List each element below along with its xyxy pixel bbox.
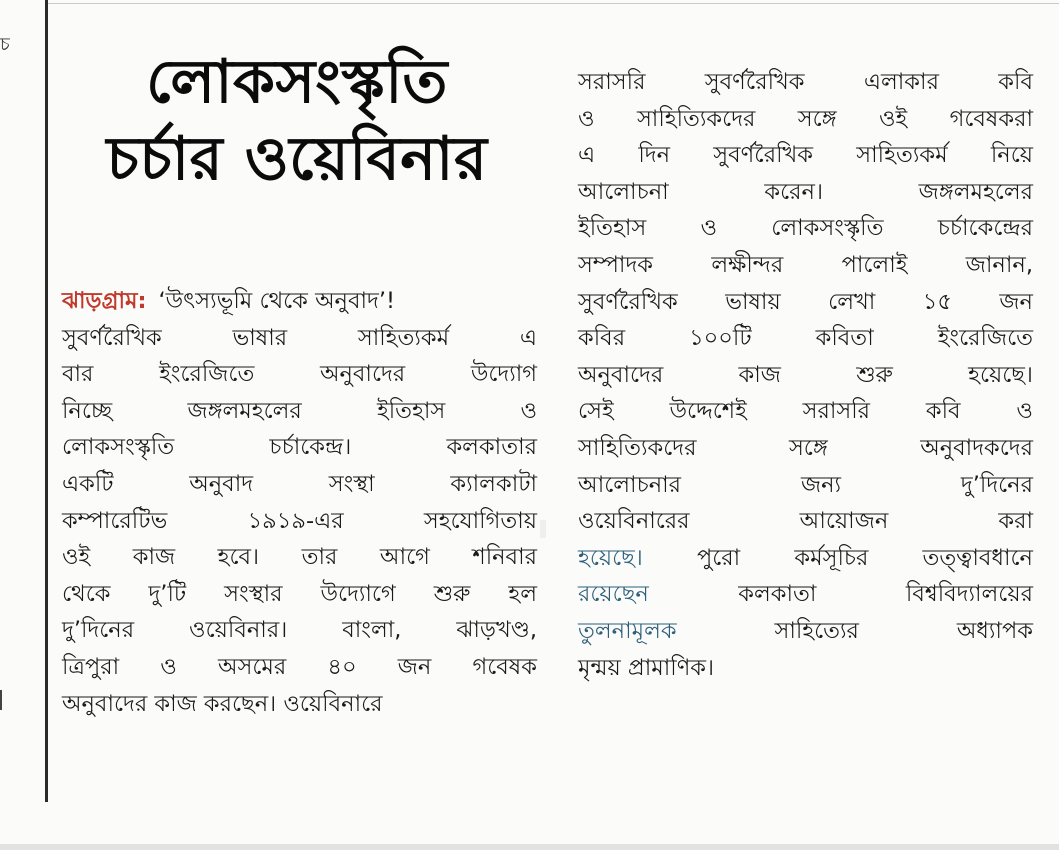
- word: সুবর্ণরৈখিক: [578, 288, 678, 315]
- text-line: [578, 650, 1033, 687]
- word: ও: [700, 215, 718, 242]
- word: অনুবাদের: [578, 361, 664, 388]
- word: মৃন্ময় প্রামাণিক।: [578, 654, 715, 681]
- text-line: [62, 539, 537, 576]
- word: দু’টি: [148, 580, 187, 607]
- word: শুরু: [856, 361, 893, 388]
- word: উদ্যোগে: [320, 580, 396, 607]
- text-line: [62, 466, 537, 503]
- word: আয়োজন: [799, 508, 889, 535]
- word: লোকসংস্কৃতি: [62, 434, 175, 461]
- word: ওয়েবিনার।: [189, 617, 288, 644]
- margin-tick: [0, 690, 2, 710]
- word: সহযোগিতায়: [423, 507, 537, 534]
- word: আলোচনা: [578, 178, 669, 205]
- word: এলাকার: [863, 69, 939, 95]
- headline-line-2: চর্চার ওয়েবিনার: [106, 124, 488, 194]
- headline: [62, 44, 532, 198]
- word: ভাষার: [232, 324, 288, 351]
- word: কলকাতা: [738, 581, 817, 608]
- word: জন: [999, 288, 1033, 315]
- word: শুরু: [433, 580, 471, 607]
- word: জঙ্গলমহলের: [187, 397, 302, 424]
- bottom-edge: [0, 844, 1059, 850]
- text-line: [578, 210, 1033, 247]
- word: বার: [62, 361, 94, 388]
- word: লেখা: [828, 288, 876, 315]
- word: ইতিহাস: [578, 215, 647, 242]
- word: একটি: [62, 470, 114, 497]
- word: ইংরেজিতে: [937, 325, 1033, 352]
- word: বাংলা,: [342, 617, 402, 644]
- word: সাহিত্যকর্ম: [856, 142, 948, 169]
- word: রয়েছেন: [578, 581, 649, 608]
- print-fleck: [540, 520, 546, 538]
- word: ইংরেজিতে: [159, 361, 255, 388]
- text-line: [62, 356, 537, 393]
- word: কবিতা: [815, 325, 874, 352]
- text-line: [578, 613, 1033, 650]
- word: ওয়েবিনারের: [578, 508, 690, 535]
- text-line: [62, 429, 537, 466]
- word: তার: [301, 544, 338, 571]
- article-column-left: [62, 283, 537, 722]
- word: চর্চাকেন্দ্রের: [937, 215, 1033, 242]
- word: ইতিহাস: [376, 397, 446, 424]
- word: সঙ্গে: [788, 434, 828, 461]
- text-line: [62, 283, 537, 320]
- word: ও: [1016, 398, 1033, 425]
- word: সঙ্গে: [797, 105, 837, 132]
- word: করেন।: [764, 178, 823, 205]
- text-line: [578, 64, 1033, 101]
- text-line: [62, 576, 537, 613]
- word: উদ্যোগ: [470, 361, 537, 388]
- text-line: [578, 576, 1033, 613]
- word: ও: [520, 397, 537, 424]
- word: নিচ্ছে: [62, 397, 113, 424]
- word: তত্ত্বাবধানে: [922, 544, 1033, 571]
- word: জন: [397, 653, 432, 680]
- word: আলোচনার: [578, 471, 682, 498]
- top-rule: [48, 3, 1059, 4]
- word: লোকসংস্কৃতি: [771, 215, 884, 242]
- text-line: [578, 174, 1033, 211]
- text-line: [578, 137, 1033, 174]
- word: অনুবাদের: [319, 361, 406, 388]
- word: কাজ: [132, 544, 176, 571]
- word: ১০০টি: [689, 325, 752, 352]
- word: সাহিত্যিকদের: [578, 434, 697, 461]
- word: সুবর্ণরৈখিক: [704, 69, 805, 95]
- word: সংস্থা: [328, 470, 375, 497]
- text-line: [578, 540, 1033, 577]
- word: অনুবাদকদের: [920, 434, 1033, 461]
- text-line: [62, 393, 537, 430]
- text-line: [578, 467, 1033, 504]
- text-line: [578, 430, 1033, 467]
- dateline: ঝাড়গ্রাম:: [62, 288, 147, 314]
- word: বিশ্ববিদ্যালয়ের: [905, 581, 1033, 608]
- text-line: [62, 320, 537, 357]
- word: সম্পাদক: [578, 251, 654, 278]
- word: কম্পারেটিভ: [62, 507, 168, 534]
- word: চর্চাকেন্দ্র।: [269, 434, 352, 461]
- word: শনিবার: [472, 544, 537, 571]
- word: জঙ্গলমহলের: [918, 178, 1033, 205]
- word: ৪০: [327, 653, 357, 680]
- word: কবির: [578, 325, 626, 352]
- text-line: [578, 101, 1033, 138]
- word: অনুবাদ: [189, 470, 254, 497]
- word: সাহিত্যকর্ম: [357, 324, 450, 351]
- word: উদ্দেশেই: [669, 398, 747, 425]
- word: কবি: [998, 69, 1033, 95]
- word: সংস্থার: [224, 580, 283, 607]
- word: সুবর্ণরৈখিক: [62, 324, 162, 351]
- text-line: [578, 503, 1033, 540]
- word: জানান,: [965, 251, 1033, 278]
- text-line: [578, 247, 1033, 284]
- word: কাজ: [738, 361, 781, 388]
- word: সাহিত্যের: [774, 617, 859, 644]
- word: নিয়ে: [990, 142, 1033, 169]
- text-line: [578, 393, 1033, 430]
- text-line: [62, 686, 537, 723]
- word: লক্ষীন্দর: [711, 251, 784, 278]
- text-line: [62, 649, 537, 686]
- word: কলকাতার: [446, 434, 537, 461]
- word: ওই: [878, 105, 908, 132]
- word: ভাষায়: [725, 288, 781, 315]
- column-rule: [45, 0, 48, 802]
- text-line: [578, 284, 1033, 321]
- text-line: [62, 503, 537, 540]
- word: সরাসরি: [578, 69, 646, 95]
- word: পালোই: [841, 251, 908, 278]
- word: অসমের: [218, 653, 287, 680]
- word: সাহিত্যিকদের: [636, 105, 756, 132]
- word: গবেষকরা: [949, 105, 1033, 132]
- word: ঝাড়খণ্ড,: [456, 617, 537, 644]
- word: দু’দিনের: [960, 471, 1033, 498]
- word: জন্য: [800, 471, 842, 498]
- word: ১৫: [922, 288, 952, 315]
- word: আগে: [379, 544, 430, 571]
- word: এ: [578, 142, 596, 169]
- word: ১৯১৯-এর: [247, 507, 344, 534]
- word: দু’দিনের: [62, 617, 135, 644]
- word: অনুবাদের কাজ করছেন। ওয়েবিনারে: [62, 690, 383, 717]
- text-line: [62, 612, 537, 649]
- word: থেকে: [62, 580, 111, 607]
- word: সরাসরি: [802, 398, 871, 425]
- word: এ: [519, 324, 537, 351]
- article-column-right: [578, 64, 1033, 686]
- word: করা: [998, 508, 1033, 535]
- word: দিন: [638, 142, 671, 169]
- headline-line-1: লোকসংস্কৃতি: [146, 47, 448, 117]
- word: সুবর্ণরৈখিক: [713, 142, 814, 169]
- word: হবে।: [217, 544, 260, 571]
- word: কর্মসূচির: [794, 544, 869, 571]
- word: সেই: [578, 398, 614, 425]
- word: হয়েছে।: [968, 361, 1033, 388]
- word: ‘উৎস্যভূমি থেকে অনুবাদ’!: [158, 288, 396, 314]
- word: অধ্যাপক: [956, 617, 1033, 644]
- word: ক্যালকাটা: [450, 470, 537, 497]
- word: ওই: [62, 544, 91, 571]
- word: তুলনামূলক: [578, 617, 677, 644]
- text-line: [578, 357, 1033, 394]
- word: ও: [160, 653, 177, 680]
- word: ত্রিপুরা: [62, 653, 120, 680]
- text-line: [578, 320, 1033, 357]
- word: ও: [578, 105, 595, 132]
- word: হল: [508, 580, 537, 607]
- word: গবেষক: [472, 653, 537, 680]
- word: কবি: [925, 398, 961, 425]
- word: পুরো: [696, 544, 741, 571]
- margin-text-fragment: চ: [0, 34, 10, 55]
- word: হয়েছে।: [578, 544, 643, 571]
